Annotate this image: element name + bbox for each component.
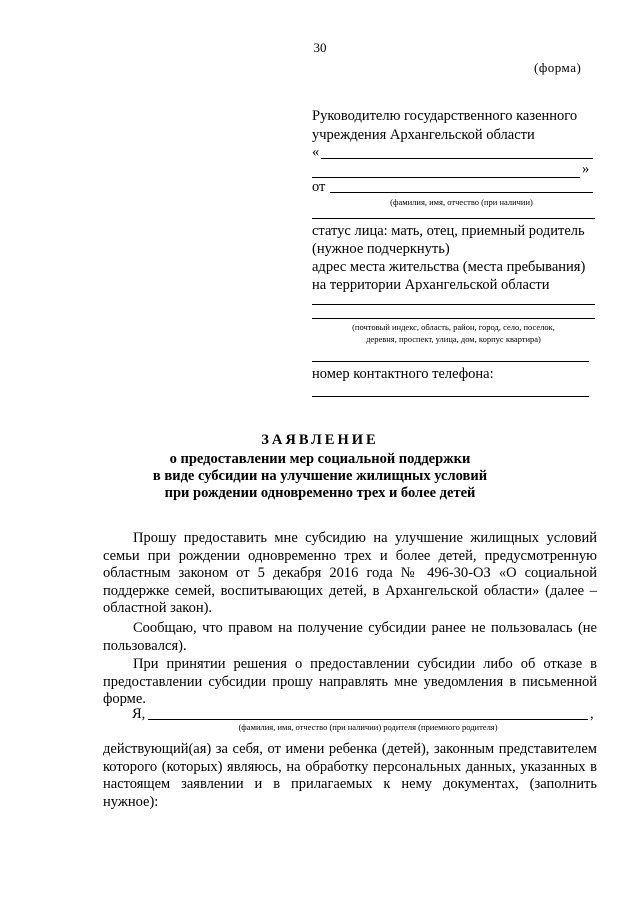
address-field-1[interactable] (312, 304, 595, 305)
address-line-2: на территории Архангельской области (312, 277, 550, 293)
addressee-quote-close: » (582, 161, 590, 177)
from-label: от (312, 179, 326, 195)
from-note: (фамилия, имя, отчество (при наличии) (390, 197, 533, 207)
form-mark: (форма) (534, 60, 582, 75)
document-title: ЗАЯВЛЕНИЕ (261, 432, 379, 448)
applicant-name-field-2[interactable] (312, 218, 595, 219)
address-note-1: (почтовый индекс, область, район, город, село, поселок, (352, 322, 555, 332)
phone-label: номер контактного телефона: (312, 366, 494, 382)
applicant-name-field[interactable] (330, 192, 593, 193)
i-label: Я, (132, 706, 146, 722)
parent-name-note: (фамилия, имя, отчество (при наличии) родителя (приемного родителя) (238, 722, 498, 732)
title-line-1: о предоставлении мер социальной поддержки (169, 451, 471, 467)
address-line-1: адрес места жительства (места пребывания) (312, 259, 586, 275)
address-field-2[interactable] (312, 318, 595, 319)
institution-name-field-1[interactable] (321, 158, 593, 159)
title-line-3: при рождении одновременно трех и более детей (164, 485, 476, 501)
institution-name-field-2[interactable] (312, 177, 580, 178)
phone-field[interactable] (312, 396, 589, 397)
paragraph-not-used: Сообщаю, что правом на получение субсидии ранее не пользовалась (не пользовался). (103, 620, 597, 654)
addressee-line-2: учреждения Архангельской области (312, 127, 535, 143)
paragraph-request: Прошу предоставить мне субсидию на улучшение жилищных условий семьи при рождении одновременно трех и более детей, предусмотренную областным законом от 5 декабря 2016 года № 496-30-ОЗ «О социальной поддержке семей, воспитывающих детей, в Архангельской области» (далее – областной закон). (103, 530, 597, 616)
status-line-2: (нужное подчеркнуть) (312, 241, 450, 257)
title-line-2: в виде субсидии на улучшение жилищных условий (152, 468, 488, 484)
paragraph-notification: При принятии решения о предоставлении субсидии либо об отказе в предоставлении субсидии прошу направлять мне уведомления в письменной форме. (103, 656, 597, 707)
i-comma: , (590, 706, 594, 722)
addressee-quote-open: « (312, 144, 320, 160)
paragraph-consent: действующий(ая) за себя, от имени ребенка (детей), законным представителем которого (которых) являюсь, на обработку персональных данных, указанных в настоящем заявлении и в прилагаемых к нему документах, (заполнить нужное): (103, 741, 597, 810)
page-number: 30 (313, 40, 327, 55)
address-note-2: деревня, проспект, улица, дом, корпус квартира) (366, 334, 541, 344)
status-line-1: статус лица: мать, отец, приемный родитель (312, 223, 585, 239)
addressee-line-1: Руководителю государственного казенного (312, 108, 578, 124)
parent-name-field[interactable] (148, 719, 588, 720)
address-field-3[interactable] (312, 361, 589, 362)
